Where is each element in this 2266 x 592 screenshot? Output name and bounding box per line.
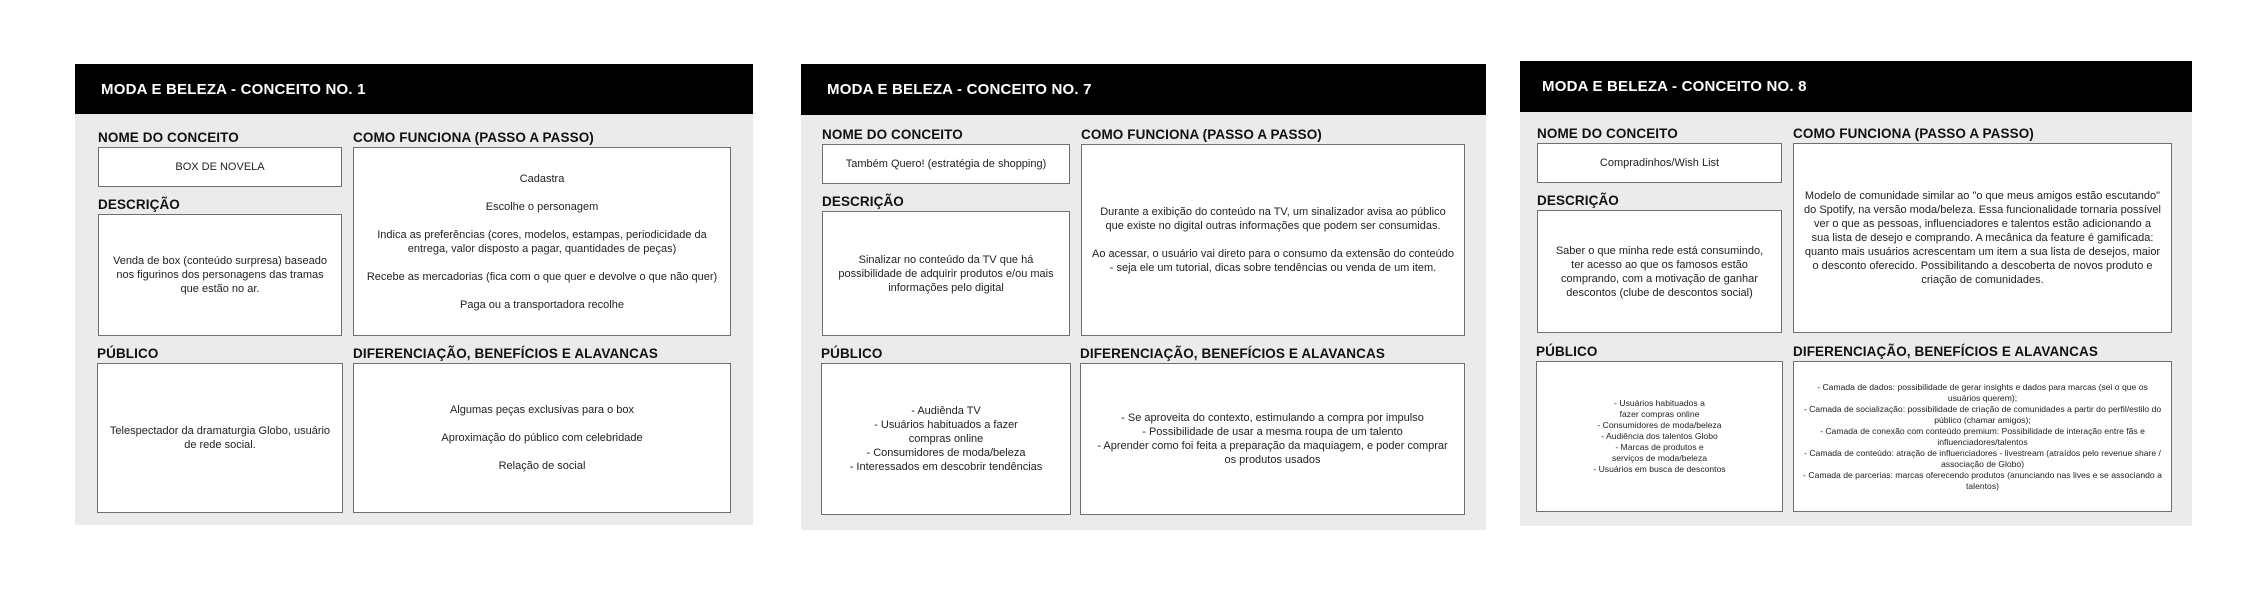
concept-card-1 <box>75 64 753 525</box>
step-text: Durante a exibição do conteúdo na TV, um sinalizador avisa ao público que existe no digital outras informações que podem ser consumidas. <box>1100 206 1446 232</box>
card-title: MODA E BELEZA - CONCEITO NO. 8 <box>1542 78 1807 95</box>
step-text: Recebe as mercadorias (fica com o que quer e devolve o que não quer) <box>366 270 718 283</box>
label-publico: PÚBLICO <box>821 346 883 361</box>
benefit-text: - Camada de conteúdo: atração de influenciadores - livestream (atraídos pelo revenue share / associação de Globo) <box>1804 447 2161 469</box>
benefit-text: Algumas peças exclusivas para o box <box>449 404 635 416</box>
publico-item: - Marcas de produtos e serviços de moda/beleza <box>1611 442 1708 463</box>
card-title: MODA E BELEZA - CONCEITO NO. 7 <box>827 81 1092 98</box>
publico-item: - Usuários em busca de descontos <box>1593 464 1726 474</box>
descricao-box <box>1537 210 1782 333</box>
nome-text: Também Quero! (estratégia de shopping) <box>845 158 1047 170</box>
label-como-funciona: COMO FUNCIONA (PASSO A PASSO) <box>1793 126 2034 141</box>
concept-card-8 <box>1520 61 2192 526</box>
como-funciona-box <box>1081 144 1465 336</box>
como-funciona-box <box>1793 143 2172 333</box>
label-descricao: DESCRIÇÃO <box>1537 193 1619 208</box>
nome-text: BOX DE NOVELA <box>175 161 265 173</box>
nome-box <box>822 144 1070 184</box>
benefit-text: Relação de social <box>498 460 586 472</box>
publico-item: - Consumidores de moda/beleza <box>866 447 1026 459</box>
step-text: Cadastra <box>519 172 565 185</box>
step-text: Escolhe o personagem <box>485 200 599 213</box>
nome-box <box>98 147 342 187</box>
concept-card-7 <box>801 64 1486 530</box>
como-funciona-box <box>353 147 731 336</box>
descricao-box <box>98 214 342 336</box>
label-como-funciona: COMO FUNCIONA (PASSO A PASSO) <box>1081 127 1322 142</box>
benefit-text: - Camada de parcerias: marcas oferecendo produtos (anunciando nas lives e se associando a talentos) <box>1803 469 2162 491</box>
diferenciacao-box <box>353 363 731 513</box>
diferenciacao-box <box>1080 363 1465 515</box>
benefit-text: - Camada de dados: possibilidade de gerar insights e dados para marcas (sei o que os usuários querem); <box>1817 381 2148 403</box>
descricao-box <box>822 211 1070 336</box>
publico-box <box>97 363 343 513</box>
publico-item: - Usuários habituados a fazer compras online <box>1614 398 1705 419</box>
nome-box <box>1537 143 1782 183</box>
publico-item: - Audiência dos talentos Globo <box>1601 431 1718 441</box>
label-como-funciona: COMO FUNCIONA (PASSO A PASSO) <box>353 130 594 145</box>
step-text: Indica as preferências (cores, modelos, estampas, periodicidade da entrega, valor disposto a pagar, quantidades de peças) <box>377 228 707 255</box>
label-nome: NOME DO CONCEITO <box>822 127 963 142</box>
card-header <box>801 64 1486 115</box>
publico-item: - Consumidores de moda/beleza <box>1597 420 1722 430</box>
card-header <box>75 64 753 114</box>
benefit-text: - Camada de socialização: possibilidade de criação de comunidades a partir do perfil/estilo do público (chamar amigos); <box>1803 403 2162 425</box>
publico-item: - Usuários habituados a fazer compras online <box>874 419 1018 445</box>
label-descricao: DESCRIÇÃO <box>822 194 904 209</box>
diferenciacao-box <box>1793 361 2172 512</box>
benefit-text: - Possibilidade de usar a mesma roupa de um talento <box>1142 426 1403 438</box>
publico-box <box>821 363 1071 515</box>
label-publico: PÚBLICO <box>1536 344 1598 359</box>
card-title: MODA E BELEZA - CONCEITO NO. 1 <box>101 80 366 98</box>
benefit-text: - Aprender como foi feita a preparação da maquiagem, e poder comprar os produtos usados <box>1097 440 1448 466</box>
benefit-text: - Se aproveita do contexto, estimulando a compra por impulso <box>1121 412 1424 424</box>
label-diferenciacao: DIFERENCIAÇÃO, BENEFÍCIOS E ALAVANCAS <box>1793 344 2098 359</box>
card-header <box>1520 61 2192 112</box>
label-diferenciacao: DIFERENCIAÇÃO, BENEFÍCIOS E ALAVANCAS <box>1080 346 1385 361</box>
publico-item: - Audiênda TV <box>911 405 981 417</box>
step-text: Ao acessar, o usuário vai direto para o consumo da extensão do conteúdo - seja ele um tutorial, dicas sobre tendências ou venda de um item. <box>1092 248 1455 274</box>
step-text: Modelo de comunidade similar ao "o que meus amigos estão escutando" do Spotify, na versão moda/beleza. Essa funcionalidade tornaria possível ver o que as pessoas, influenciadores e talentos estão adicionando a sua lista de desejo e comprando. A mecânica da feature é gamificada: quanto mais usuários acrescentam um item a sua lista de desejos, maior o desconto oferecido. Possibilitando a descoberta de novos produto e criação de comunidades. <box>1804 190 2161 286</box>
descricao-text: Venda de box (conteúdo surpresa) baseado nos figurinos dos personagens das tramas que estão no ar. <box>112 255 328 295</box>
label-nome: NOME DO CONCEITO <box>98 130 239 145</box>
label-descricao: DESCRIÇÃO <box>98 197 180 212</box>
publico-box <box>1536 361 1783 512</box>
label-nome: NOME DO CONCEITO <box>1537 126 1678 141</box>
publico-text: Telespectador da dramaturgia Globo, usuário de rede social. <box>109 425 331 451</box>
label-diferenciacao: DIFERENCIAÇÃO, BENEFÍCIOS E ALAVANCAS <box>353 346 658 361</box>
descricao-text: Sinalizar no conteúdo da TV que há possibilidade de adquirir produtos e/ou mais informações pelo digital <box>838 253 1054 294</box>
step-text: Paga ou a transportadora recolhe <box>460 298 624 311</box>
nome-text: Compradinhos/Wish List <box>1599 157 1720 169</box>
label-publico: PÚBLICO <box>97 346 159 361</box>
benefit-text: Aproximação do público com celebridade <box>441 432 643 444</box>
descricao-text: Saber o que minha rede está consumindo, ter acesso ao que os famosos estão comprando, com a motivação de ganhar descontos (clube de descontos social) <box>1555 244 1764 299</box>
benefit-text: - Camada de conexão com conteúdo premium: Possibilidade de interação entre fãs e influenciadores/talentos <box>1820 425 2145 447</box>
publico-item: - Interessados em descobrir tendências <box>849 461 1043 473</box>
